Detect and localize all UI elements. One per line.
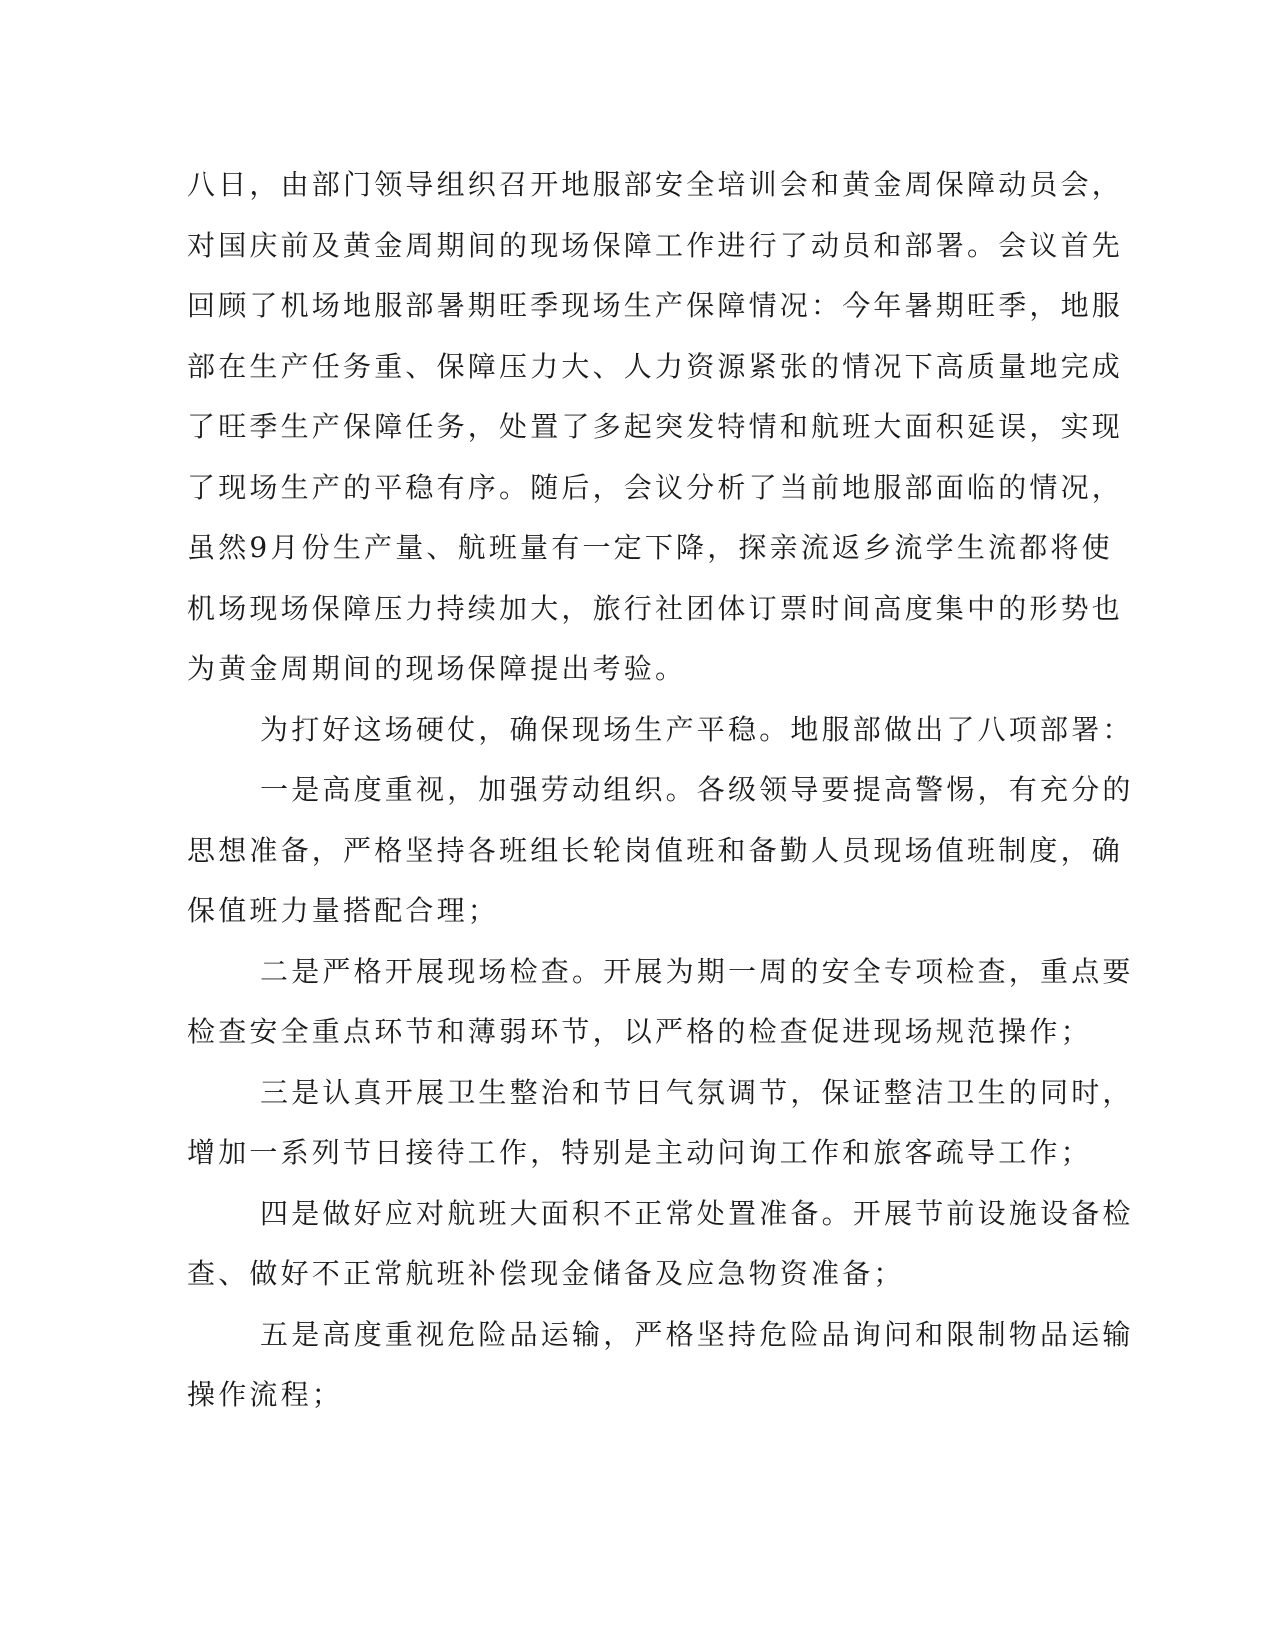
text-line-indented: 四是做好应对航班大面积不正常处置准备。开展节前设施设备检 [260,1196,1134,1230]
document-body [187,155,1134,1426]
text-line: 检查安全重点环节和薄弱环节，以严格的检查促进现场规范操作； [187,1015,1092,1048]
text-line: 部在生产任务重、保障压力大、人力资源紧张的情况下高质量地完成 [187,349,1124,383]
text-line-indented: 二是严格开展现场检查。开展为期一周的安全专项检查，重点要 [260,954,1134,988]
text-line: 回顾了机场地服部暑期旺季现场生产保障情况：今年暑期旺季，地服 [187,289,1124,322]
text-line: 思想准备，严格坚持各班组长轮岗值班和备勤人员现场值班制度，确 [187,833,1124,867]
text-line: 查、做好不正常航班补偿现金储备及应急物资准备； [187,1257,905,1290]
text-line-indented: 一是高度重视，加强劳动组织。各级领导要提高警惕，有充分的 [260,773,1134,806]
text-line: 了旺季生产保障任务，处置了多起突发特情和航班大面积延误，实现 [187,410,1124,443]
text-line: 保值班力量搭配合理； [187,894,500,927]
text-line: 了现场生产的平稳有序。随后，会议分析了当前地服部面临的情况， [187,470,1124,504]
text-line: 虽然9月份生产量、航班量有一定下降，探亲流返乡流学生流都将使 [187,531,1113,564]
text-line-indented: 三是认真开展卫生整治和节日气氛调节，保证整洁卫生的同时， [260,1075,1134,1109]
text-line-indented: 五是高度重视危险品运输，严格坚持危险品询问和限制物品运输 [260,1317,1134,1351]
text-line: 为黄金周期间的现场保障提出考验。 [187,652,687,685]
text-line: 八日，由部门领导组织召开地服部安全培训会和黄金周保障动员会， [187,168,1124,201]
text-line: 增加一系列节日接待工作，特别是主动问询工作和旅客疏导工作； [187,1136,1092,1169]
text-line: 操作流程； [187,1378,344,1411]
text-line: 机场现场保障压力持续加大，旅行社团体订票时间高度集中的形势也 [187,591,1124,625]
text-line: 对国庆前及黄金周期间的现场保障工作进行了动员和部署。会议首先 [187,228,1124,262]
text-line-indented: 为打好这场硬仗，确保现场生产平稳。地服部做出了八项部署： [260,712,1134,746]
